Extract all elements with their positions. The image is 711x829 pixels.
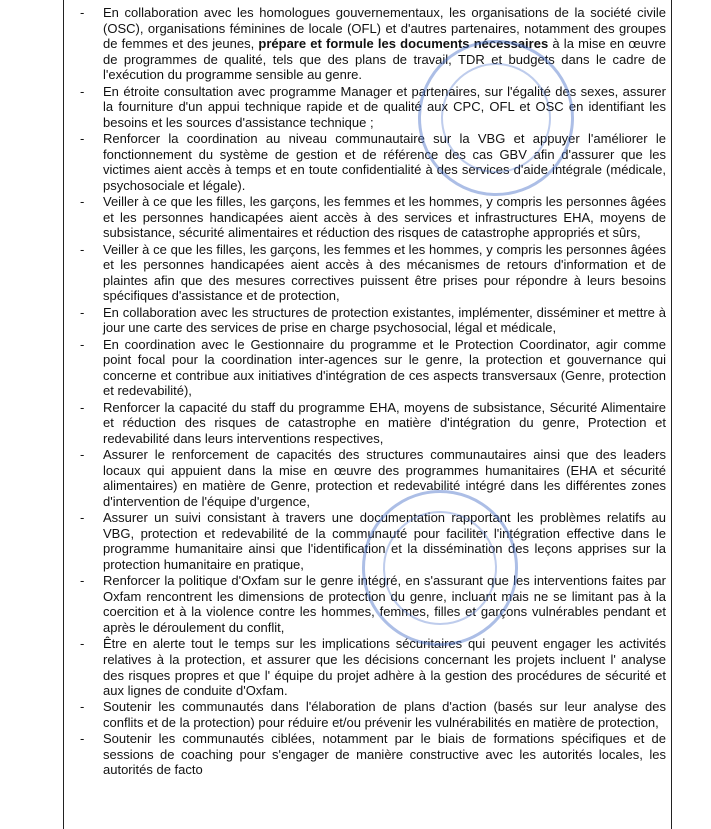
list-dash: - <box>80 304 85 320</box>
list-dash: - <box>80 731 85 747</box>
list-item <box>66 636 666 698</box>
item-text: Renforcer la coordination au niveau communautaire sur la VBG et appuyer l'améliorer le fonctionnement du système de gestion et de référence des cas GBV afin d'assurer que les victimes aient accès à temps et en toute confidentialité à des services d'aide intégrale (médicale, psychosociale et légale). <box>103 131 666 193</box>
list-item <box>66 84 666 131</box>
list-dash: - <box>80 83 85 99</box>
list-item <box>66 131 666 193</box>
list-item <box>66 5 666 83</box>
item-text: à la mise en œuvre de programmes de qualité, tels que des plans de travail, TDR et budgets dans le cadre de l'exécution du programme sensible au genre. <box>103 36 666 83</box>
list-item <box>66 699 666 730</box>
item-text: En collaboration avec les homologues gouvernementaux, les organisations de la société civile (OSC), organisations féminines de locale (OFL) et d'autres partenaires, notamment des groupes de femmes et des jeunes, <box>103 5 666 52</box>
list-dash: - <box>80 573 85 589</box>
left-margin-rule <box>63 0 64 829</box>
list-item <box>66 510 666 572</box>
list-dash: - <box>80 241 85 257</box>
item-text: Assurer le renforcement de capacités des structures communautaires ainsi que des leaders locaux qui appuient dans la mise en œuvre des programmes humanitaires (EHA et sécurité alimentaires) en matière de Genre, protection et redevabilité intégré dans les différentes zones d'intervention de l'équipe d'urgence, <box>103 447 666 509</box>
list-dash: - <box>80 399 85 415</box>
item-text: Renforcer la politique d'Oxfam sur le genre intégré, en s'assurant que les interventions faites par Oxfam rencontrent les dimensions de protection du genre, incluant mais ne se limitant pas à la coercition et à la violence contre les hommes, femmes, filles et garçons vulnérables pendant et après le déroulement du conflit, <box>103 573 666 636</box>
item-text: Être en alerte tout le temps sur les implications sécuritaires qui peuvent engager les activités relatives à la protection, et assurer que les décisions concernant les projets incluent l' analyse des risques propres et que l' équipe du projet adhère à la gestion des procédures de sécurité et aux lignes de conduite d'Oxfam. <box>103 636 666 699</box>
list-item <box>66 242 666 304</box>
list-dash: - <box>80 336 85 352</box>
list-item <box>66 400 666 447</box>
item-text: En coordination avec le Gestionnaire du programme et le Protection Coordinator, agir comme point focal pour la coordination inter-agences sur le genre, la protection et gouvernance qui concerne et contribue aux initiatives d'intégration de ces aspects transversaux (Genre, protection et redevabilité), <box>103 336 666 399</box>
item-text: Veiller à ce que les filles, les garçons, les femmes et les hommes, y compris les personnes âgées et les personnes handicapées aient accès à des services et infrastructures EHA, moyens de subsistance, sécurité alimentaires et réduction des risques de catastrophe appropriés et sûrs, <box>103 194 666 241</box>
list-dash: - <box>80 194 85 210</box>
item-text: Assurer un suivi consistant à travers une documentation rapportant les problèmes relatifs au VBG, protection et redevabilité de la communauté pour faciliter l'intégration effective dans le programme humanitaire ainsi que l'identification et la dissémination des leçons apprises sur la protection humanitaire en pratique, <box>103 510 666 572</box>
list-dash: - <box>80 5 85 20</box>
list-dash: - <box>80 699 85 715</box>
item-text: En étroite consultation avec programme Manager et partenaires, sur l'égalité des sexes, assurer la fourniture d'un appui technique rapide et de qualité aux CPC, OFL et OSC en identifiant les besoins et les sources d'assistance technique ; <box>103 83 666 130</box>
item-text: Veiller à ce que les filles, les garçons, les femmes et les hommes, y compris les personnes âgées et les personnes handicapées aient accès à des mécanismes de retours d'information et de plaintes afin que des mesures correctives puissent être prises pour répondre à leurs besoins spécifiques d'assistance et de protection, <box>103 241 666 304</box>
item-text: Soutenir les communautés dans l'élaboration de plans d'action (basés sur leur analyse des conflits et de la protection) pour réduire et/ou prévenir les vulnérabilités en matière de protection, <box>103 699 666 730</box>
right-margin-rule <box>671 0 672 829</box>
list-item <box>66 194 666 241</box>
list-dash: - <box>80 447 85 463</box>
list-item <box>66 731 666 778</box>
item-text: Soutenir les communautés ciblées, notamment par le biais de formations spécifiques et de sessions de coaching pour s'engager de manière constructive avec les autorités locales, les autorités de facto <box>103 731 666 778</box>
item-text: Renforcer la capacité du staff du programme EHA, moyens de subsistance, Sécurité Alimentaire et réduction des risques de catastrophe en matière d'intégration du genre, Protection et redevabilité dans leurs interventions respectives, <box>103 399 666 446</box>
list-dash: - <box>80 636 85 652</box>
list-item <box>66 447 666 509</box>
list-dash: - <box>80 131 85 147</box>
item-text: En collaboration avec les structures de protection existantes, implémenter, disséminer et mettre à jour une carte des services de prise en charge psychosocial, légal et médicale, <box>103 304 666 336</box>
item-bold-text: prépare et formule les documents nécessaires <box>258 36 549 52</box>
list-item <box>66 573 666 635</box>
list-item <box>66 305 666 336</box>
list-item <box>66 337 666 399</box>
list-dash: - <box>80 510 85 526</box>
responsibilities-list <box>66 5 666 779</box>
